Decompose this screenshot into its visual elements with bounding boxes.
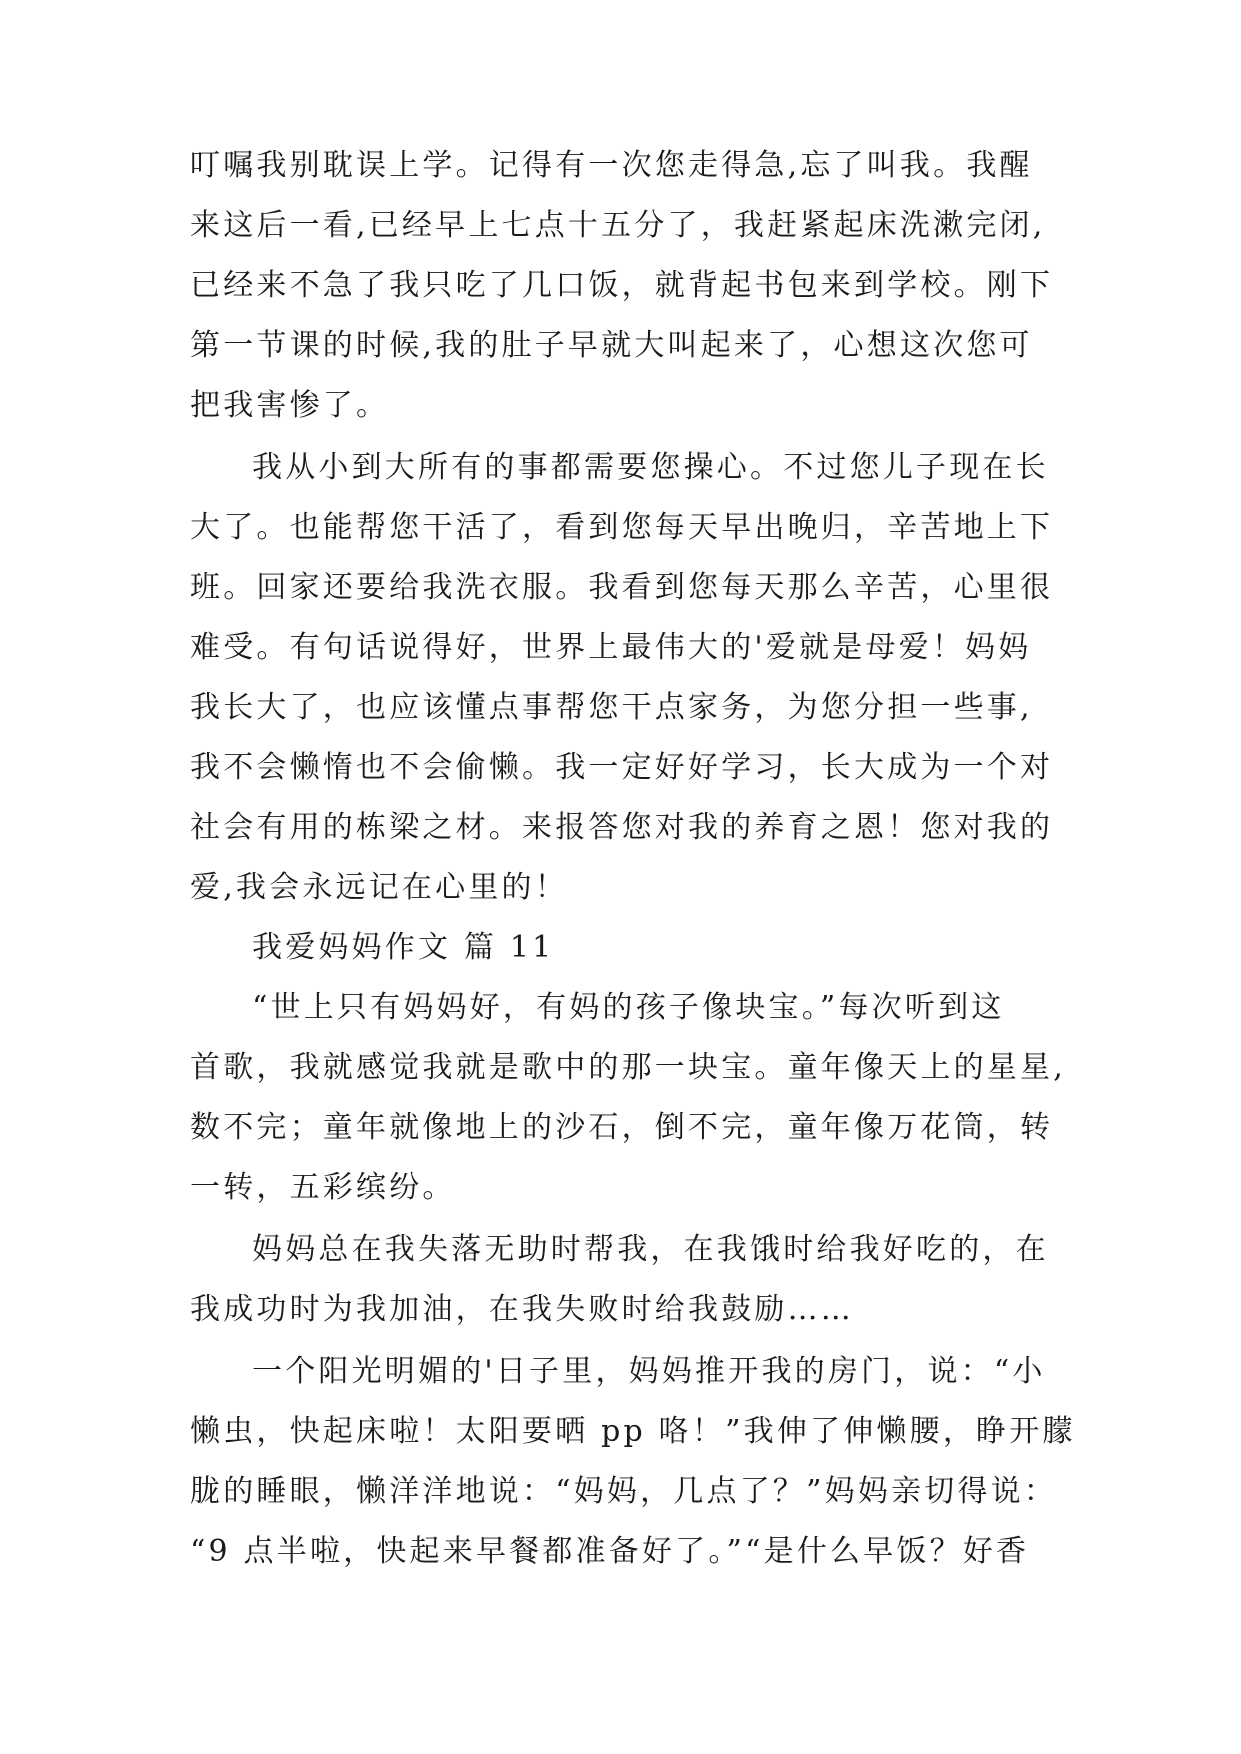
text-line: 我成功时为我加油，在我失败时给我鼓励…… xyxy=(190,1292,854,1327)
section-heading: 我爱妈妈作文 篇 11 xyxy=(252,930,555,965)
text-line: 我不会懒惰也不会偷懒。我一定好好学习，长大成为一个对 xyxy=(190,750,1054,785)
text-line: 班。回家还要给我洗衣服。我看到您每天那么辛苦，心里很 xyxy=(190,570,1054,605)
text-line: 一转，五彩缤纷。 xyxy=(190,1170,456,1205)
paragraph-first-line: 一个阳光明媚的'日子里，妈妈推开我的房门，说：“小 xyxy=(252,1354,1046,1389)
text-line: 叮嘱我别耽误上学。记得有一次您走得急,忘了叫我。我醒 xyxy=(190,148,1033,183)
text-line: 首歌，我就感觉我就是歌中的那一块宝。童年像天上的星星, xyxy=(190,1050,1066,1085)
text-line: 大了。也能帮您干活了，看到您每天早出晚归，辛苦地上下 xyxy=(190,510,1054,545)
text-line: 胧的睡眼，懒洋洋地说：“妈妈，几点了？”妈妈亲切得说： xyxy=(190,1474,1058,1509)
text-line: 第一节课的时候,我的肚子早就大叫起来了，心想这次您可 xyxy=(190,328,1033,363)
text-line: 已经来不急了我只吃了几口饭，就背起书包来到学校。刚下 xyxy=(190,268,1054,303)
text-line: 把我害惨了。 xyxy=(190,388,390,423)
paragraph-first-line: 妈妈总在我失落无助时帮我，在我饿时给我好吃的，在 xyxy=(252,1232,1049,1267)
text-line: 社会有用的栋梁之材。来报答您对我的养育之恩！您对我的 xyxy=(190,810,1054,845)
text-line: 我长大了，也应该懂点事帮您干点家务，为您分担一些事, xyxy=(190,690,1033,725)
text-line: 懒虫，快起床啦！太阳要晒 pp 咯！”我伸了伸懒腰，睁开朦 xyxy=(190,1414,1076,1449)
text-line: “9 点半啦，快起来早餐都准备好了。”“是什么早饭？好香 xyxy=(190,1534,1030,1569)
text-line: 爱,我会永远记在心里的！ xyxy=(190,870,568,905)
text-line: 数不完；童年就像地上的沙石，倒不完，童年像万花筒，转 xyxy=(190,1110,1054,1145)
paragraph-first-line: 我从小到大所有的事都需要您操心。不过您儿子现在长 xyxy=(252,450,1049,485)
text-line: 难受。有句话说得好，世界上最伟大的'爱就是母爱！妈妈 xyxy=(190,630,1032,665)
paragraph-first-line: “世上只有妈妈好，有妈的孩子像块宝。”每次听到这 xyxy=(252,990,1005,1025)
text-line: 来这后一看,已经早上七点十五分了，我赶紧起床洗漱完闭, xyxy=(190,208,1046,243)
